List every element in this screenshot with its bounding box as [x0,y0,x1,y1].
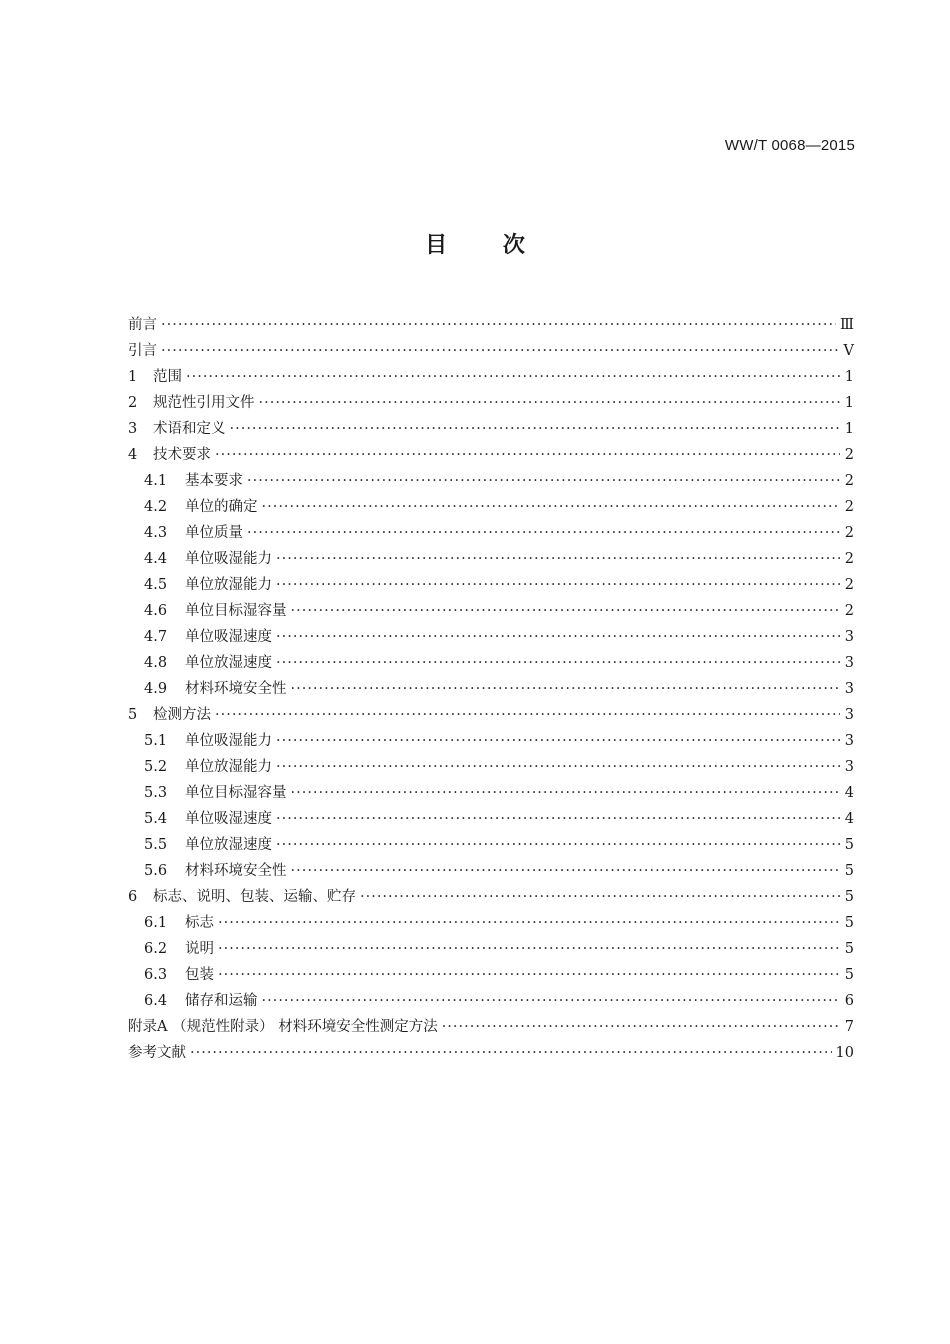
toc-entry-label: 规范性引用文件 [153,395,255,411]
toc-entry[interactable] [128,468,854,494]
toc-entry-page: 2 [844,447,854,463]
toc-entry[interactable] [128,832,854,858]
toc-entry-number: 6.1 [144,915,168,931]
toc-entry-page: 5 [844,967,854,983]
toc-entry-label: 标志 [185,915,214,931]
toc-entry[interactable] [128,390,854,416]
toc-leader-dots [161,312,836,338]
toc-entry-page: 4 [844,785,854,801]
toc-leader-dots [218,910,840,936]
toc-entry-number: 4 [128,447,138,463]
toc-leader-dots [262,494,841,520]
toc-entry-page: 3 [844,759,854,775]
toc-entry-page: 1 [844,395,854,411]
toc-entry-label: 单位放湿速度 [185,837,272,853]
toc-leader-dots [291,858,841,884]
toc-entry-label: 单位吸湿速度 [185,629,272,645]
toc-entry-number: 2 [128,395,138,411]
table-of-contents [128,312,854,1066]
toc-leader-dots [218,936,840,962]
toc-entry-label: 说明 [185,941,214,957]
toc-entry[interactable] [128,936,854,962]
toc-entry[interactable] [128,1040,854,1066]
toc-entry-number: 6.4 [144,993,168,1009]
toc-entry[interactable] [128,312,854,338]
title-char-1: 目 [425,233,448,258]
toc-leader-dots [215,442,840,468]
toc-entry-number: 5.1 [144,733,168,749]
toc-entry-number: 4.9 [144,681,168,697]
toc-entry-page: 6 [844,993,854,1009]
toc-entry[interactable] [128,1014,854,1040]
toc-entry[interactable] [128,416,854,442]
toc-entry-label: 引言 [128,343,157,359]
toc-entry-page: 5 [844,889,854,905]
toc-entry-page: 3 [844,655,854,671]
toc-entry[interactable] [128,988,854,1014]
toc-leader-dots [247,520,840,546]
toc-entry-page: Ⅴ [843,343,854,359]
toc-entry-page: 2 [844,525,854,541]
toc-leader-dots [276,624,840,650]
toc-entry-number: 4.7 [144,629,168,645]
toc-entry[interactable] [128,910,854,936]
toc-entry-page: 3 [844,681,854,697]
toc-entry-label: 检测方法 [153,707,211,723]
toc-leader-dots [276,650,840,676]
toc-entry-number: 5.5 [144,837,168,853]
toc-entry-page: 7 [844,1019,854,1035]
toc-entry-label: 单位的确定 [185,499,258,515]
toc-entry-label: 单位吸湿速度 [185,811,272,827]
toc-entry-number: 4.2 [144,499,168,515]
toc-leader-dots [276,546,840,572]
toc-entry-number: 5 [128,707,138,723]
toc-entry-label: 单位质量 [185,525,243,541]
toc-entry-number: 6.2 [144,941,168,957]
toc-entry-label: 标志、说明、包装、运输、贮存 [153,889,356,905]
toc-entry-page: 4 [844,811,854,827]
toc-leader-dots [276,754,840,780]
toc-entry-page: 2 [844,473,854,489]
toc-leader-dots [190,1040,832,1066]
toc-entry-label: 包装 [185,967,214,983]
toc-entry-label: 附录A （规范性附录） 材料环境安全性测定方法 [128,1019,438,1035]
toc-entry[interactable] [128,650,854,676]
standard-code: WW/T 0068—2015 [724,137,855,154]
toc-entry-label: 单位放湿能力 [185,577,272,593]
toc-entry-page: 5 [844,863,854,879]
toc-entry-page: 3 [844,733,854,749]
toc-entry-number: 4.6 [144,603,168,619]
toc-entry[interactable] [128,494,854,520]
toc-entry[interactable] [128,598,854,624]
toc-entry[interactable] [128,676,854,702]
toc-entry-label: 范围 [153,369,182,385]
toc-entry-page: 5 [844,915,854,931]
toc-entry-page: 2 [844,577,854,593]
toc-leader-dots [161,338,840,364]
toc-entry-label: 单位目标湿容量 [185,603,287,619]
toc-entry-label: 单位放湿能力 [185,759,272,775]
toc-entry-page: 3 [844,629,854,645]
toc-entry-number: 4.4 [144,551,168,567]
toc-entry-page: 2 [844,499,854,515]
toc-leader-dots [291,676,841,702]
toc-leader-dots [218,962,840,988]
toc-entry[interactable] [128,702,854,728]
toc-entry-label: 术语和定义 [153,421,226,437]
toc-entry[interactable] [128,754,854,780]
toc-entry-label: 材料环境安全性 [185,863,287,879]
toc-entry[interactable] [128,780,854,806]
toc-entry-label: 储存和运输 [185,993,258,1009]
toc-entry-page: 2 [844,603,854,619]
toc-entry-number: 6.3 [144,967,168,983]
toc-leader-dots [291,598,841,624]
toc-entry-page: 10 [835,1045,854,1061]
toc-entry[interactable] [128,858,854,884]
toc-entry-number: 4.5 [144,577,168,593]
toc-entry-number: 4.8 [144,655,168,671]
toc-leader-dots [291,780,841,806]
toc-entry-number: 1 [128,369,138,385]
toc-entry[interactable] [128,520,854,546]
toc-entry-label: 参考文献 [128,1045,186,1061]
toc-leader-dots [276,806,840,832]
toc-entry-label: 单位放湿速度 [185,655,272,671]
toc-entry[interactable] [128,884,854,910]
toc-entry-number: 5.2 [144,759,168,775]
toc-entry-page: 5 [844,941,854,957]
toc-entry-label: 单位吸湿能力 [185,733,272,749]
toc-entry-number: 4.3 [144,525,168,541]
toc-entry-number: 3 [128,421,138,437]
toc-entry-label: 单位吸湿能力 [185,551,272,567]
toc-entry[interactable] [128,364,854,390]
title-char-2: 次 [502,233,525,258]
toc-entry-page: 5 [844,837,854,853]
toc-entry-label: 前言 [128,317,157,333]
toc-leader-dots [442,1014,840,1040]
toc-entry[interactable] [128,442,854,468]
toc-entry-label: 单位目标湿容量 [185,785,287,801]
toc-leader-dots [247,468,840,494]
toc-entry[interactable] [128,728,854,754]
toc-entry-label: 材料环境安全性 [185,681,287,697]
toc-leader-dots [186,364,840,390]
toc-leader-dots [262,988,841,1014]
toc-leader-dots [360,884,840,910]
toc-entry[interactable] [128,338,854,364]
toc-leader-dots [276,728,840,754]
toc-entry[interactable] [128,806,854,832]
toc-leader-dots [215,702,840,728]
toc-leader-dots [230,416,841,442]
toc-entry-page: 2 [844,551,854,567]
toc-entry-label: 技术要求 [153,447,211,463]
toc-entry-number: 5.6 [144,863,168,879]
toc-entry-page: Ⅲ [840,317,854,333]
toc-entry-label: 基本要求 [185,473,243,489]
toc-entry-number: 5.3 [144,785,168,801]
toc-entry-number: 4.1 [144,473,168,489]
toc-entry-number: 5.4 [144,811,168,827]
toc-entry[interactable] [128,546,854,572]
page-title [0,228,950,259]
toc-entry-page: 1 [844,421,854,437]
toc-entry-number: 6 [128,889,138,905]
toc-entry-page: 1 [844,369,854,385]
toc-entry[interactable] [128,572,854,598]
toc-leader-dots [276,832,840,858]
toc-entry-page: 3 [844,707,854,723]
toc-entry[interactable] [128,624,854,650]
toc-leader-dots [259,390,841,416]
toc-leader-dots [276,572,840,598]
toc-entry[interactable] [128,962,854,988]
